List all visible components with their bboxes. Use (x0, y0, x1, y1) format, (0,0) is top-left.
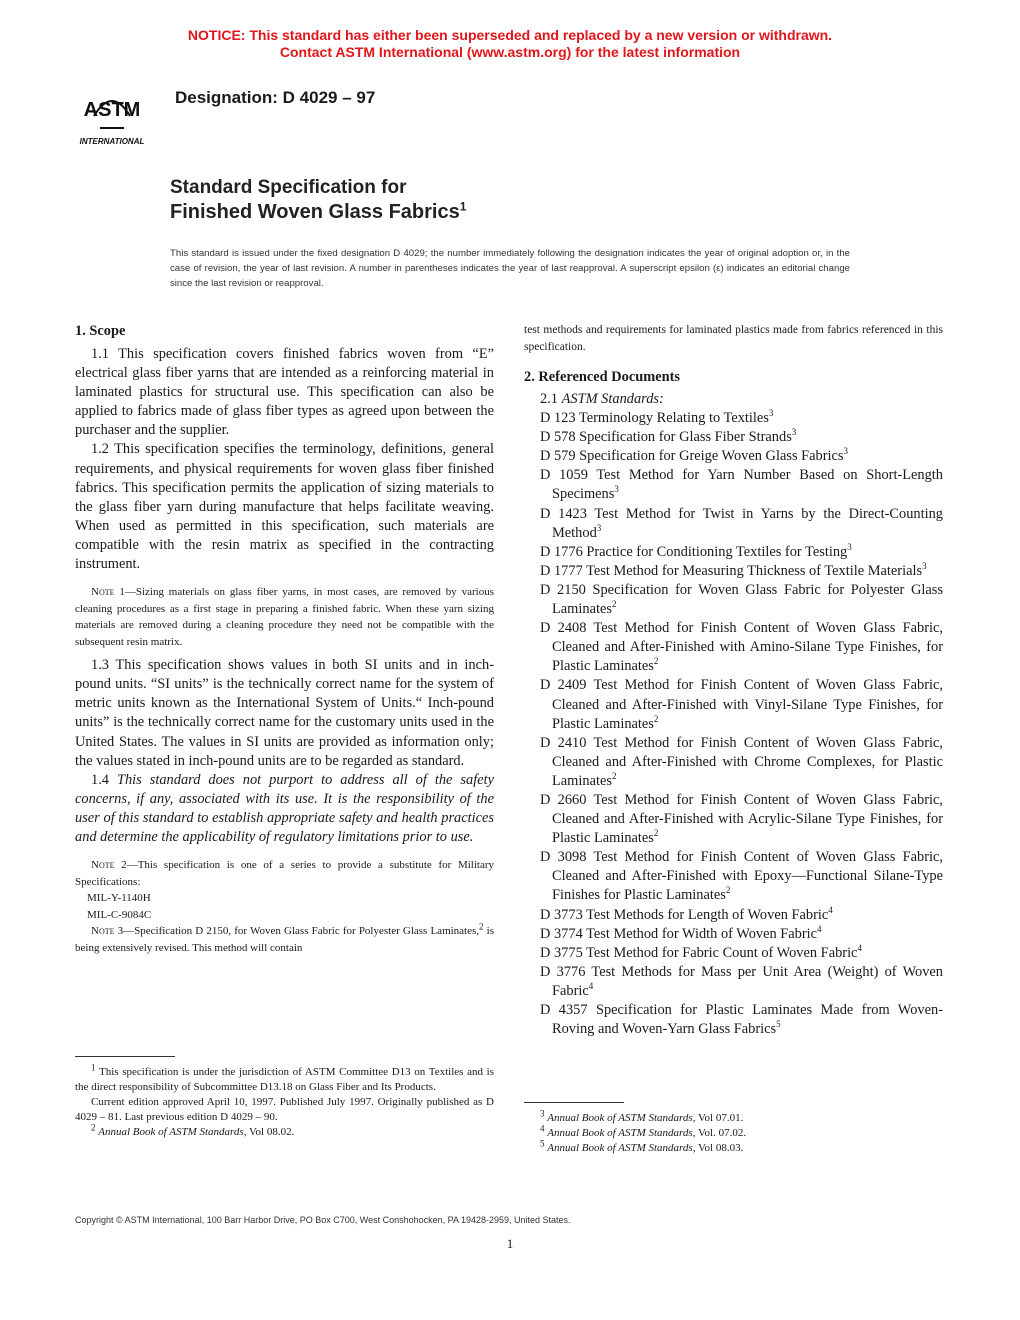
mil-spec-2: MIL-C-9084C (87, 908, 152, 921)
astm-standards-label: 2.1 ASTM Standards: (540, 391, 664, 407)
footnotes-right (524, 1102, 943, 1156)
footnotes-left (75, 1056, 494, 1140)
referenced-document-item: D 3774 Test Method for Width of Woven Fabric$^4$ (540, 923, 822, 942)
referenced-documents-list (524, 409, 943, 1039)
page-number: 1 (506, 1236, 514, 1251)
note-2: Note 2—This specification is one of a series to provide a substitute for Military Specifications: (75, 859, 495, 888)
footnote-1b: Current edition approved April 10, 1997. Published July 1997. Originally published as D 4029 – 81. Last previous edition D 4029 – 90. (75, 1096, 494, 1123)
footnote-3: $^3$ Annual Book of ASTM Standards, Vol 07.01. (540, 1108, 744, 1124)
title-line-1: Standard Specification for (170, 177, 407, 198)
page-title (170, 175, 466, 225)
right-column (524, 322, 943, 1154)
referenced-document-item: D 2150 Specification for Woven Glass Fabric for Polyester Glass Laminates$^2$ (540, 581, 943, 618)
scope-1-3: 1.3 This specification shows values in both SI units and in inch-pound units. “SI units” is the technically correct name for the system of metric units known as the International System of Units.“ Inch-pound units” is the technically correct name for the customary units used in the United States. The values in SI units are provided as information only; the values stated in inch-pound units are to be regarded as standard. (75, 657, 494, 769)
referenced-document-item: D 2409 Test Method for Finish Content of Woven Glass Fabric, Cleaned and After-Finished with Vinyl-Silane Type Finishes, for Plastic Laminates$^2$ (540, 677, 943, 732)
left-column (75, 322, 495, 1138)
referenced-document-item: D 1777 Test Method for Measuring Thickness of Textile Materials$^3$ (540, 561, 927, 579)
referenced-document-item: D 1776 Practice for Conditioning Textiles for Testing$^3$ (540, 541, 852, 560)
referenced-document-item: D 579 Specification for Greige Woven Glass Fabrics$^3$ (540, 446, 849, 465)
astm-logo-icon (64, 76, 160, 146)
scope-heading: 1. Scope (75, 323, 126, 339)
referenced-document-item: D 3098 Test Method for Finish Content of Woven Glass Fabric, Cleaned and After-Finished with Epoxy—Functional Silane-Type Finishes for Plastic Laminates$^2$ (540, 849, 943, 904)
referenced-document-item: D 3776 Test Methods for Mass per Unit Area (Weight) of Woven Fabric$^4$ (540, 963, 943, 999)
title-line-2: Finished Woven Glass Fabrics$^1$ (170, 199, 467, 223)
notice-line-1: NOTICE: This standard has either been superseded and replaced by a new version or withdrawn. (187, 27, 833, 43)
note-3-continued: test methods and requirements for laminated plastics made from fabrics referenced in this specification. (524, 324, 943, 353)
notice-line-2: Contact ASTM International (www.astm.org) for the latest information (279, 44, 741, 60)
scope-1-4: 1.4 This standard does not purport to address all of the safety concerns, if any, associated with its use. It is the responsibility of the user of this standard to establish appropriate safety and health practices and determine the applicability of regulatory limitations prior to use. (75, 771, 494, 845)
referenced-document-item: D 123 Terminology Relating to Textiles$^3$ (540, 408, 774, 427)
issuance-statement: This standard is issued under the fixed designation D 4029; the number immediately following the designation indicates the year of original adoption or, in the case of revision, the year of last revision. A number in parentheses indicates the year of last reapproval. A superscript epsilon (ε) indicates an editorial change since the last revision or reapproval. (170, 248, 850, 289)
scope-1-2: 1.2 This specification specifies the terminology, definitions, general requirements, and physical requirements for woven glass fiber finished fabrics. This specification permits the application of sizing materials to the glass fiber yarn during manufacture that helps facilitate weaving. When used as permitted in this specification, such materials are compatible with the resin matrix as specified in the contracting instrument. (75, 441, 494, 573)
referenced-document-item: D 1059 Test Method for Yarn Number Based on Short-Length Specimens$^3$ (540, 467, 943, 503)
scope-1-1: 1.1 This specification covers finished fabrics woven from “E” electrical glass fiber yarns that are intended as a reinforcing material in laminated plastics for structural use. This specification can also be applied to fabrics made of glass fiber types as agreed upon between the purchaser and the supplier. (75, 346, 494, 439)
note-3: Note 3—Specification D 2150, for Woven Glass Fabric for Polyester Glass Laminates,$^2$ is being extensively revised. This method will contain (75, 921, 495, 954)
title-footnote-ref: 1 (459, 199, 467, 214)
footnote-1: $^1$ This specification is under the jurisdiction of ASTM Committee D13 on Textiles and is the direct responsibility of Subcommittee D13.18 on Glass Fiber and Its Products. (75, 1062, 495, 1093)
footnote-2: $^2$ Annual Book of ASTM Standards, Vol 08.02. (91, 1122, 295, 1138)
withdrawal-notice (0, 27, 1020, 61)
mil-spec-1: MIL-Y-1140H (87, 892, 151, 905)
svg-text:INTERNATIONAL: INTERNATIONAL (79, 137, 145, 146)
referenced-documents-heading: 2. Referenced Documents (524, 369, 680, 385)
designation: Designation: D 4029 – 97 (175, 88, 376, 107)
footnote-5: $^5$ Annual Book of ASTM Standards, Vol 08.03. (540, 1138, 744, 1154)
referenced-document-item: D 578 Specification for Glass Fiber Strands$^3$ (540, 427, 797, 446)
referenced-document-item: D 2660 Test Method for Finish Content of Woven Glass Fabric, Cleaned and After-Finished with Acrylic-Silane Type Finishes, for Plastic Laminates$^2$ (540, 791, 943, 847)
referenced-document-item: D 4357 Specification for Plastic Laminates Made from Woven-Roving and Woven-Yarn Glass Fabrics$^5$ (540, 1002, 943, 1038)
referenced-document-item: D 2410 Test Method for Finish Content of Woven Glass Fabric, Cleaned and After-Finished with Chrome Complexes, for Plastic Laminates$^2$ (540, 734, 943, 789)
referenced-document-item: D 2408 Test Method for Finish Content of Woven Glass Fabric, Cleaned and After-Finished with Amino-Silane Type Finishes, for Plastic Laminates$^2$ (540, 620, 943, 675)
referenced-document-item: D 3775 Test Method for Fabric Count of Woven Fabric$^4$ (540, 942, 862, 961)
referenced-document-item: D 1423 Test Method for Twist in Yarns by the Direct-Counting Method$^3$ (540, 505, 943, 541)
footnote-4: $^4$ Annual Book of ASTM Standards, Vol. 07.02. (540, 1123, 747, 1139)
copyright: Copyright © ASTM International, 100 Barr Harbor Drive, PO Box C700, West Conshohocken, PA 19428-2959, United States. (75, 1215, 571, 1225)
svg-text:ASTM: ASTM (83, 99, 141, 121)
referenced-document-item: D 3773 Test Methods for Length of Woven Fabric$^4$ (540, 904, 833, 923)
note-1: Note 1—Sizing materials on glass fiber yarns, in most cases, are removed by various cleaning procedures as a first stage in preparing a finished fabric. When these yarn sizing materials are removed during a cleaning procedure they need not be compatible with the subsequent resin matrix. (75, 586, 494, 648)
